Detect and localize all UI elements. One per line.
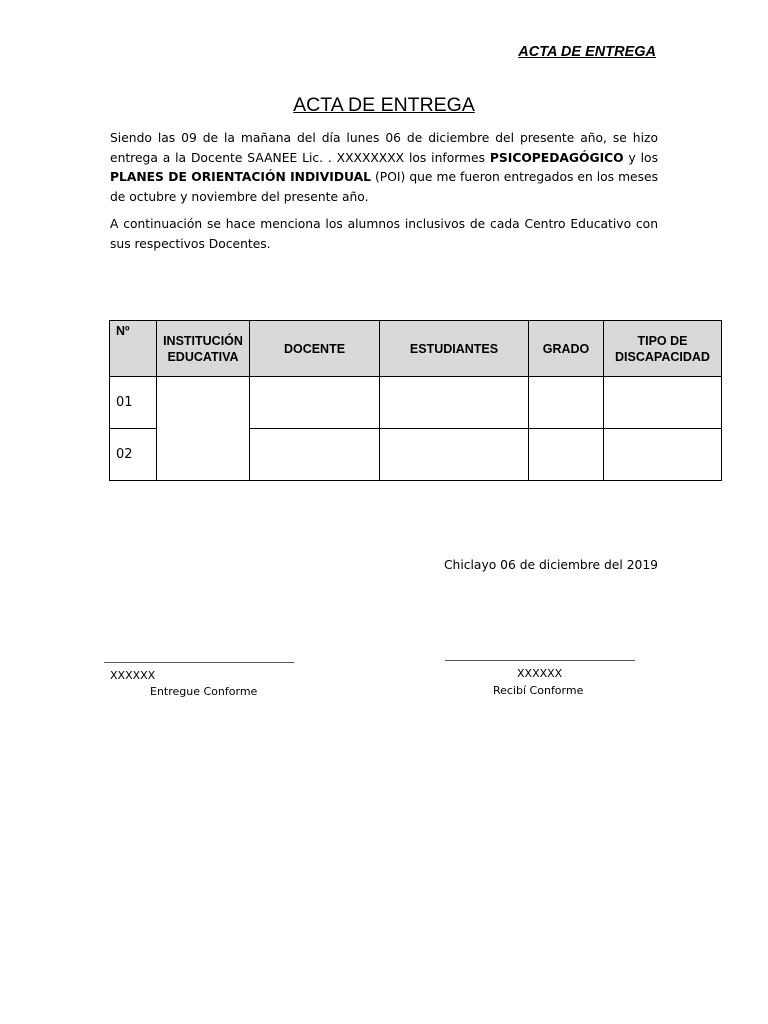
cell-grade [529, 377, 604, 429]
cell-grade [529, 429, 604, 481]
signature-left-label: Entregue Conforme [150, 685, 258, 698]
header-grade: GRADO [529, 321, 604, 377]
students-table [109, 320, 722, 481]
document-title: ACTA DE ENTREGA [293, 94, 475, 116]
cell-teacher [250, 429, 380, 481]
row-number: 01 [110, 377, 157, 429]
continuation-paragraph: A continuación se hace menciona los alumnos inclusivos de cada Centro Educativo con sus respectivos Docentes. [110, 217, 658, 251]
row-number: 02 [110, 429, 157, 481]
signature-line-right [445, 660, 635, 661]
intro-paragraph [110, 129, 658, 207]
cell-disability-type [604, 377, 722, 429]
signature-line-left [104, 662, 294, 663]
header-students: ESTUDIANTES [380, 321, 529, 377]
signature-right-name: XXXXXX [517, 667, 563, 680]
header-title: ACTA DE ENTREGA [518, 44, 656, 60]
cell-students [380, 377, 529, 429]
header-number: Nº [110, 321, 157, 377]
intro-text-2: y los [623, 150, 658, 165]
cell-students [380, 429, 529, 481]
table-header-row [110, 321, 722, 377]
header-institution: INSTITUCIÓN EDUCATIVA [157, 321, 250, 377]
intro-text-1: Siendo las 09 de la mañana del día lunes 06 de diciembre del presente año, se hizo entrega a la Docente SAANEE Lic. . XXXXXXXX los informes [110, 131, 658, 165]
table-row [110, 377, 722, 429]
cell-institution [157, 377, 250, 481]
place-date: Chiclayo 06 de diciembre del 2019 [443, 558, 658, 572]
signature-right-label: Recibí Conforme [493, 684, 584, 697]
intro-bold-1: PSICOPEDAGÓGICO [489, 150, 624, 165]
header-teacher: DOCENTE [250, 321, 380, 377]
intro-bold-2: PLANES DE ORIENTACIÓN INDIVIDUAL [110, 170, 372, 184]
signature-left-name: XXXXXX [110, 669, 156, 682]
cell-disability-type [604, 429, 722, 481]
cell-teacher [250, 377, 380, 429]
header-disability-type: TIPO DE DISCAPACIDAD [604, 321, 722, 377]
intro-text-3: (POI) que me fueron entregados en los meses de octubre y noviembre del presente año. [110, 170, 658, 204]
